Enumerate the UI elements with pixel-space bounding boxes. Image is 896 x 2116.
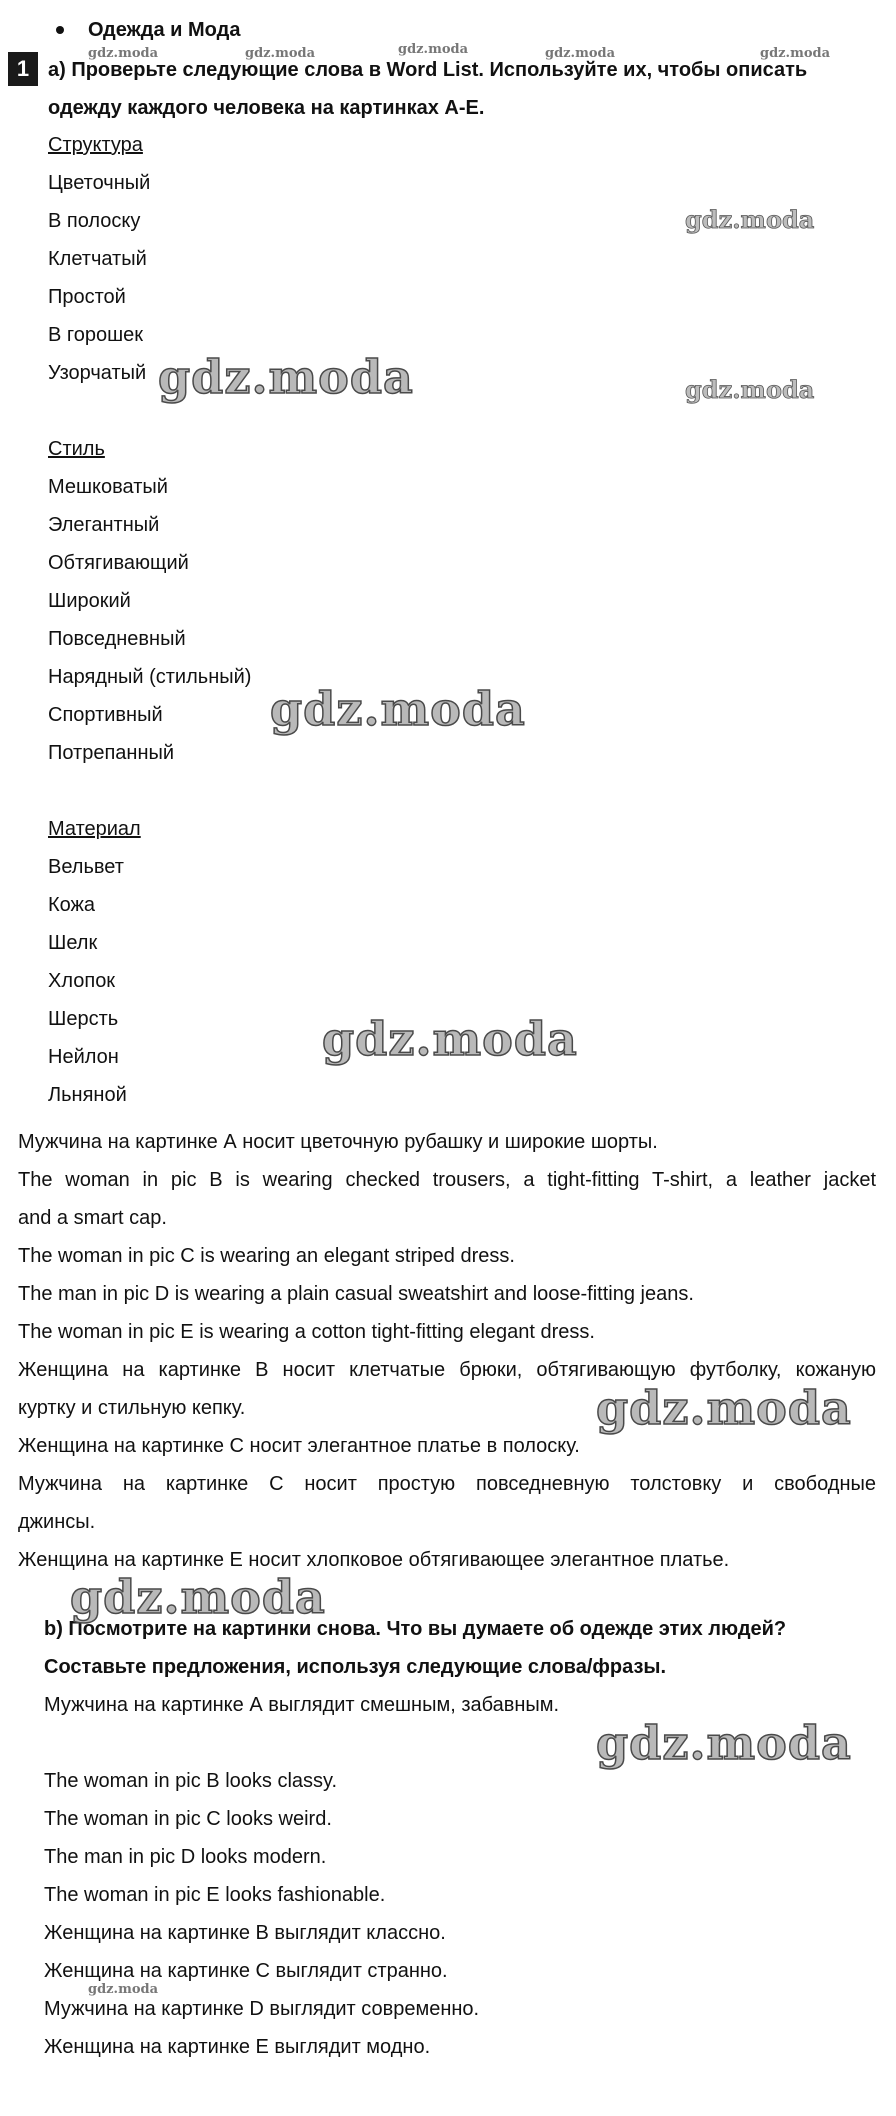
task-a-line-2: одежду каждого человека на картинках A-E. (48, 97, 485, 119)
answer-a-line: The woman in pic C is wearing an elegant striped dress. (18, 1245, 515, 1267)
answer-b-line: The woman in pic B looks classy. (44, 1770, 338, 1792)
material-item: Льняной (48, 1084, 127, 1106)
style-item: Спортивный (48, 704, 163, 726)
answer-a-line: The man in pic D is wearing a plain casual sweatshirt and loose-fitting jeans. (18, 1283, 694, 1305)
answer-a-line: The woman in pic B is wearing checked trousers, a tight-fitting T-shirt, a leather jacket (18, 1169, 876, 1191)
structure-item: Простой (48, 286, 126, 308)
task-b-line-1: b) Посмотрите на картинки снова. Что вы думаете об одежде этих людей? (44, 1618, 787, 1640)
structure-item: В полоску (48, 210, 141, 232)
watermark: gdz.moda (545, 46, 616, 61)
material-item: Вельвет (48, 856, 124, 878)
watermark: gdz.moda (88, 46, 159, 61)
answer-b-line: Женщина на картинке Е выглядит модно. (44, 2036, 431, 2058)
watermark: gdz.moda (88, 1982, 159, 1997)
material-heading: Материал (48, 818, 141, 840)
watermark: gdz.moda (685, 205, 815, 234)
answer-a-line: and a smart cap. (18, 1207, 167, 1229)
answer-a-line: Женщина на картинке С носит элегантное платье в полоску. (18, 1435, 580, 1457)
answer-a-line: Женщина на картинке В носит клетчатые брюки, обтягивающую футболку, кожаную (18, 1359, 876, 1381)
task-b-line-2: Составьте предложения, используя следующие слова/фразы. (44, 1656, 667, 1678)
style-item: Обтягивающий (48, 552, 189, 574)
answer-b-line: The man in pic D looks modern. (44, 1846, 327, 1868)
watermark: gdz.moda (322, 1012, 578, 1066)
answer-b-line: The woman in pic E looks fashionable. (44, 1884, 386, 1906)
watermark: gdz.moda (398, 42, 469, 57)
watermark: gdz.moda (245, 46, 316, 61)
bullet-point (56, 26, 64, 34)
style-item: Элегантный (48, 514, 160, 536)
structure-item: В горошек (48, 324, 144, 346)
material-item: Шерсть (48, 1008, 119, 1030)
answer-b-line: Мужчина на картинке D выглядит современно. (44, 1998, 480, 2020)
task-a-line-1: a) Проверьте следующие слова в Word List. Используйте их, чтобы описать (48, 59, 808, 81)
answer-b-line: The woman in pic C looks weird. (44, 1808, 332, 1830)
watermark: gdz.moda (596, 1716, 852, 1770)
answer-a-line: куртку и стильную кепку. (18, 1397, 246, 1419)
style-item: Повседневный (48, 628, 186, 650)
watermark: gdz.moda (270, 682, 526, 736)
watermark: gdz.moda (760, 46, 831, 61)
style-item: Широкий (48, 590, 131, 612)
material-item: Кожа (48, 894, 96, 916)
answer-b-line: Женщина на картинке В выглядит классно. (44, 1922, 446, 1944)
structure-item: Клетчатый (48, 248, 147, 270)
section-title: Одежда и Мода (88, 19, 241, 41)
answer-a-line: Мужчина на картинке А носит цветочную рубашку и широкие шорты. (18, 1131, 658, 1153)
answer-a-line: Женщина на картинке Е носит хлопковое обтягивающее элегантное платье. (18, 1549, 730, 1571)
style-item: Мешковатый (48, 476, 168, 498)
style-item: Потрепанный (48, 742, 175, 764)
material-item: Шелк (48, 932, 98, 954)
material-item: Хлопок (48, 970, 116, 992)
structure-item: Узорчатый (48, 362, 147, 384)
watermark: gdz.moda (158, 350, 414, 404)
watermark: gdz.moda (685, 375, 815, 404)
structure-heading: Структура (48, 134, 143, 156)
style-heading: Стиль (48, 438, 105, 460)
watermark: gdz.moda (70, 1570, 326, 1624)
structure-item: Цветочный (48, 172, 151, 194)
answer-a-line: Мужчина на картинке С носит простую повседневную толстовку и свободные (18, 1473, 876, 1495)
style-item: Нарядный (стильный) (48, 666, 252, 688)
answer-b-line: Женщина на картинке С выглядит странно. (44, 1960, 448, 1982)
answer-a-line: джинсы. (18, 1511, 96, 1533)
answer-a-line: The woman in pic E is wearing a cotton tight-fitting elegant dress. (18, 1321, 595, 1343)
watermark: gdz.moda (596, 1381, 852, 1435)
material-item: Нейлон (48, 1046, 119, 1068)
answer-b-line: Мужчина на картинке А выглядит смешным, забавным. (44, 1694, 560, 1716)
exercise-number-badge: 1 (8, 52, 38, 86)
